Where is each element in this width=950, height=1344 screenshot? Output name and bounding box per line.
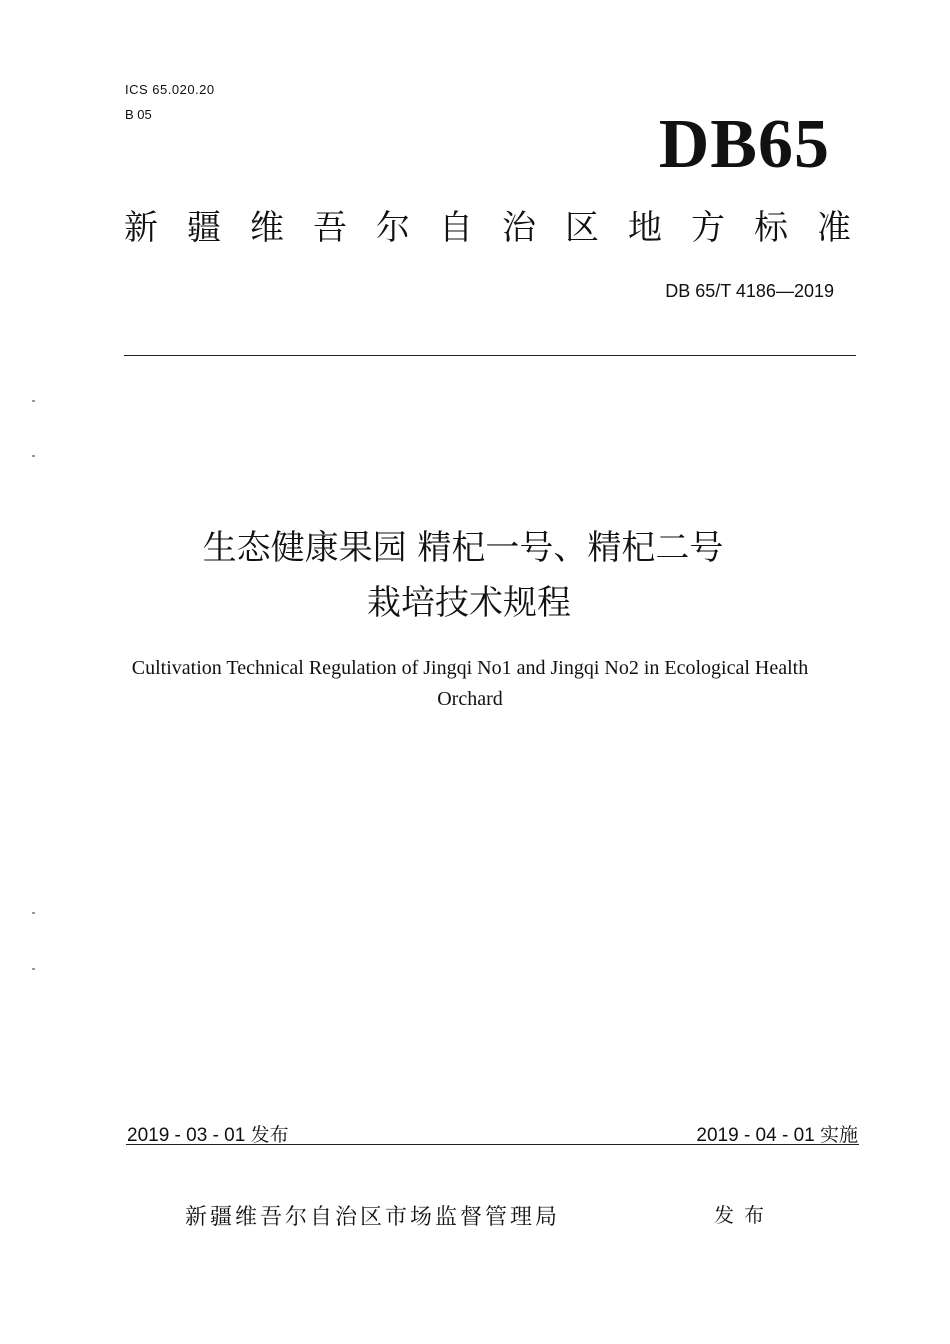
publisher-name: 新疆维吾尔自治区市场监督管理局 (185, 1205, 561, 1230)
issue-date: 2019 - 03 - 01 发布 (127, 1125, 289, 1146)
title-cn-line2: 栽培技术规程 (367, 583, 571, 623)
top-divider (124, 355, 856, 356)
title-cn-line1: 生态健康果园 精杞一号、精杞二号 (202, 528, 724, 568)
ccs-code: B 05 (125, 107, 152, 122)
standard-number: DB 65/T 4186—2019 (665, 281, 834, 301)
standard-category: 新疆维吾尔自治区地方标准 (124, 208, 880, 248)
scan-mark (32, 912, 35, 914)
publisher-label: 发布 (714, 1203, 774, 1227)
title-en-line1: Cultivation Technical Regulation of Jingqi No1 and Jingqi No2 in Ecological Health (131, 657, 809, 679)
implementation-date: 2019 - 04 - 01 实施 (696, 1125, 858, 1146)
standard-logo: DB65 (658, 106, 830, 183)
ics-code: ICS 65.020.20 (125, 82, 215, 97)
title-en-line2: Orchard (437, 688, 503, 710)
scan-mark (32, 400, 35, 402)
scan-mark (32, 968, 35, 970)
bottom-divider (126, 1144, 859, 1145)
scan-mark (32, 455, 35, 457)
